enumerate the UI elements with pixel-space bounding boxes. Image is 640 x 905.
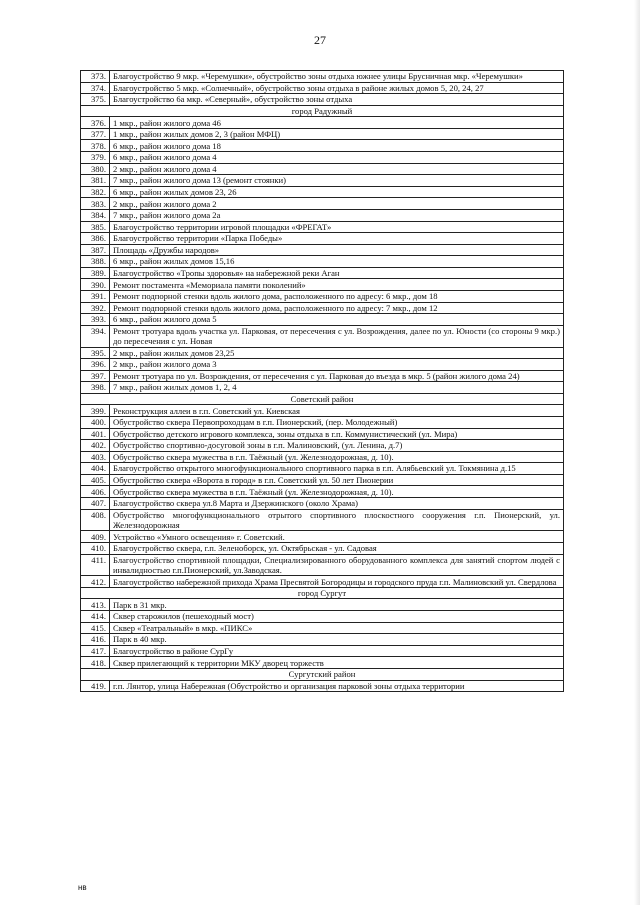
row-number: 419.	[81, 680, 110, 692]
row-number: 409.	[81, 531, 110, 543]
row-number: 374.	[81, 82, 110, 94]
row-description: Благоустройство территории игровой площадки «ФРЕГАТ»	[110, 221, 564, 233]
row-description: Благоустройство территории «Парка Победы»	[110, 233, 564, 245]
table-row	[81, 94, 564, 106]
row-number: 400.	[81, 416, 110, 428]
table-row	[81, 256, 564, 268]
table-row	[81, 680, 564, 692]
row-number: 408.	[81, 509, 110, 531]
table-row	[81, 325, 564, 347]
row-description: Ремонт подпорной стенки вдоль жилого дома, расположенного по адресу: 7 мкр., дом 12	[110, 302, 564, 314]
table-row	[81, 82, 564, 94]
row-number: 415.	[81, 622, 110, 634]
table-row	[81, 279, 564, 291]
row-description: Сквер прилегающий к территории МКУ дворец торжеств	[110, 657, 564, 669]
row-description: 6 мкр., район жилого дома 18	[110, 140, 564, 152]
row-description: Благоустройство 6а мкр. «Северный», обустройство зоны отдыха	[110, 94, 564, 106]
row-description: Благоустройство 9 мкр. «Черемушки», обустройство зоны отдыха южнее улицы Брусничная мкр. «Черемушки»	[110, 71, 564, 83]
row-description: Парк в 31 мкр.	[110, 599, 564, 611]
row-number: 383.	[81, 198, 110, 210]
table-row	[81, 531, 564, 543]
row-number: 386.	[81, 233, 110, 245]
row-description: Ремонт тротуара вдоль участка ул. Парковая, от пересечения с ул. Возрождения, далее по ул. Юности (со стороны 9 мкр.) до пересечения с ул. Новая	[110, 325, 564, 347]
table-row	[81, 657, 564, 669]
row-description: Благоустройство в районе СурГу	[110, 645, 564, 657]
table-row	[81, 117, 564, 129]
table-row	[81, 486, 564, 498]
row-description: Парк в 40 мкр.	[110, 634, 564, 646]
table-row	[81, 359, 564, 371]
row-number: 418.	[81, 657, 110, 669]
row-description: г.п. Лянтор, улица Набережная (Обустройство и организация парковой зоны отдыха территории	[110, 680, 564, 692]
row-description: Благоустройство спортивной площадки, Специализированного оборудованного комплекса для занятий спортом людей с инвалидностью г.п.Пионерский, ул.Заводская.	[110, 554, 564, 576]
row-number: 393.	[81, 314, 110, 326]
row-description: 7 мкр., район жилого дома 13 (ремонт стоянки)	[110, 175, 564, 187]
table-row	[81, 451, 564, 463]
row-description: Обустройство многофункционального отрытого спортивного плоскостного сооружения г.п. Пионерский, ул. Железнодорожная	[110, 509, 564, 531]
row-number: 395.	[81, 347, 110, 359]
registry-table-body	[81, 71, 564, 692]
row-description: Благоустройство сквера ул.8 Марта и Дзержинского (около Храма)	[110, 498, 564, 510]
table-row	[81, 233, 564, 245]
row-number: 412.	[81, 576, 110, 588]
row-description: Благоустройство 5 мкр. «Солнечный», обустройство зоны отдыха в районе жилых домов 5, 20, 24, 27	[110, 82, 564, 94]
row-description: Реконструкция аллеи в г.п. Советский ул. Киевская	[110, 405, 564, 417]
row-description: Обустройство детского игрового комплекса, зоны отдыха в г.п. Коммунистический (ул. Мира)	[110, 428, 564, 440]
row-number: 416.	[81, 634, 110, 646]
table-row	[81, 474, 564, 486]
row-number: 401.	[81, 428, 110, 440]
table-row	[81, 186, 564, 198]
table-row	[81, 140, 564, 152]
footer-mark: нв	[78, 883, 87, 892]
row-description: Благоустройство «Тропы здоровья» на набережной реки Аган	[110, 267, 564, 279]
table-row	[81, 244, 564, 256]
row-number: 407.	[81, 498, 110, 510]
row-number: 390.	[81, 279, 110, 291]
table-row	[81, 209, 564, 221]
row-description: 2 мкр., район жилых домов 23,25	[110, 347, 564, 359]
row-description: Сквер старожилов (пешеходный мост)	[110, 611, 564, 623]
row-number: 380.	[81, 163, 110, 175]
row-number: 410.	[81, 542, 110, 554]
section-header-row	[81, 587, 564, 599]
row-number: 397.	[81, 370, 110, 382]
row-number: 389.	[81, 267, 110, 279]
table-row	[81, 416, 564, 428]
table-row	[81, 509, 564, 531]
section-header-row	[81, 668, 564, 680]
row-description: Ремонт постамента «Мемориала памяти поколений»	[110, 279, 564, 291]
section-title: Советский район	[81, 393, 564, 405]
section-header-row	[81, 105, 564, 117]
table-row	[81, 221, 564, 233]
row-number: 414.	[81, 611, 110, 623]
row-description: Площадь «Дружбы народов»	[110, 244, 564, 256]
table-row	[81, 290, 564, 302]
row-number: 382.	[81, 186, 110, 198]
table-row	[81, 267, 564, 279]
row-number: 417.	[81, 645, 110, 657]
row-number: 411.	[81, 554, 110, 576]
table-row	[81, 382, 564, 394]
row-number: 378.	[81, 140, 110, 152]
row-description: 2 мкр., район жилого дома 4	[110, 163, 564, 175]
section-title: город Радужный	[81, 105, 564, 117]
row-description: Сквер «Театральный» в мкр. «ПИКС»	[110, 622, 564, 634]
row-description: 7 мкр., район жилых домов 1, 2, 4	[110, 382, 564, 394]
row-description: 6 мкр., район жилого дома 4	[110, 152, 564, 164]
table-row	[81, 347, 564, 359]
table-row	[81, 428, 564, 440]
table-row	[81, 163, 564, 175]
section-title: Сургутский район	[81, 668, 564, 680]
row-number: 376.	[81, 117, 110, 129]
row-description: Ремонт тротуара по ул. Возрождения, от пересечения с ул. Парковая до въезда в мкр. 5 (район жилого дома 24)	[110, 370, 564, 382]
row-description: 1 мкр., район жилых домов 2, 3 (район МФЦ)	[110, 128, 564, 140]
row-number: 399.	[81, 405, 110, 417]
table-row	[81, 463, 564, 475]
row-number: 379.	[81, 152, 110, 164]
row-number: 381.	[81, 175, 110, 187]
scan-edge-shadow	[634, 0, 640, 905]
row-number: 377.	[81, 128, 110, 140]
row-number: 392.	[81, 302, 110, 314]
row-number: 396.	[81, 359, 110, 371]
row-description: Обустройство сквера «Ворота в город» в г.п. Советский ул. 50 лет Пионерии	[110, 474, 564, 486]
table-row	[81, 314, 564, 326]
row-number: 406.	[81, 486, 110, 498]
table-row	[81, 128, 564, 140]
row-description: 2 мкр., район жилого дома 3	[110, 359, 564, 371]
registry-table	[80, 70, 564, 692]
table-row	[81, 611, 564, 623]
row-description: Устройство «Умного освещения» г. Советский.	[110, 531, 564, 543]
row-description: 6 мкр., район жилых домов 15,16	[110, 256, 564, 268]
table-row	[81, 152, 564, 164]
row-number: 404.	[81, 463, 110, 475]
table-row	[81, 405, 564, 417]
row-description: 7 мкр., район жилого дома 2а	[110, 209, 564, 221]
table-row	[81, 634, 564, 646]
row-number: 387.	[81, 244, 110, 256]
table-row	[81, 542, 564, 554]
table-row	[81, 198, 564, 210]
row-number: 398.	[81, 382, 110, 394]
row-number: 394.	[81, 325, 110, 347]
row-description: 2 мкр., район жилого дома 2	[110, 198, 564, 210]
row-description: 6 мкр., район жилых домов 23, 26	[110, 186, 564, 198]
row-description: Обустройство спортивно-досуговой зоны в г.п. Малиновский, (ул. Ленина, д.7)	[110, 440, 564, 452]
row-description: Благоустройство открытого многофункционального спортивного парка в г.п. Алябьевский ул. Токмянина д.15	[110, 463, 564, 475]
row-number: 384.	[81, 209, 110, 221]
row-number: 391.	[81, 290, 110, 302]
row-number: 385.	[81, 221, 110, 233]
row-number: 388.	[81, 256, 110, 268]
table-row	[81, 71, 564, 83]
row-number: 403.	[81, 451, 110, 463]
section-header-row	[81, 393, 564, 405]
row-number: 405.	[81, 474, 110, 486]
row-number: 375.	[81, 94, 110, 106]
table-row	[81, 498, 564, 510]
row-description: Ремонт подпорной стенки вдоль жилого дома, расположенного по адресу: 6 мкр., дом 18	[110, 290, 564, 302]
page-number: 27	[314, 33, 326, 47]
row-description: 6 мкр., район жилого дома 5	[110, 314, 564, 326]
row-description: Обустройство сквера мужества в г.п. Таёжный (ул. Железнодорожная, д. 10).	[110, 486, 564, 498]
row-description: Благоустройство сквера, г.п. Зеленоборск, ул. Октябрьская - ул. Садовая	[110, 542, 564, 554]
table-row	[81, 599, 564, 611]
row-number: 373.	[81, 71, 110, 83]
table-row	[81, 576, 564, 588]
row-description: Обустройство сквера Первопроходцам в г.п. Пионерский, (пер. Молодежный)	[110, 416, 564, 428]
section-title: город Сургут	[81, 587, 564, 599]
row-description: Обустройство сквера мужества в г.п. Таёжный (ул. Железнодорожная, д. 10).	[110, 451, 564, 463]
table-row	[81, 370, 564, 382]
row-number: 413.	[81, 599, 110, 611]
table-row	[81, 645, 564, 657]
row-description: 1 мкр., район жилого дома 46	[110, 117, 564, 129]
row-number: 402.	[81, 440, 110, 452]
table-row	[81, 175, 564, 187]
table-row	[81, 440, 564, 452]
table-row	[81, 622, 564, 634]
row-description: Благоустройство набережной прихода Храма Пресвятой Богородицы и городского пруда г.п. Малиновский ул. Свердлова	[110, 576, 564, 588]
table-row	[81, 554, 564, 576]
table-row	[81, 302, 564, 314]
